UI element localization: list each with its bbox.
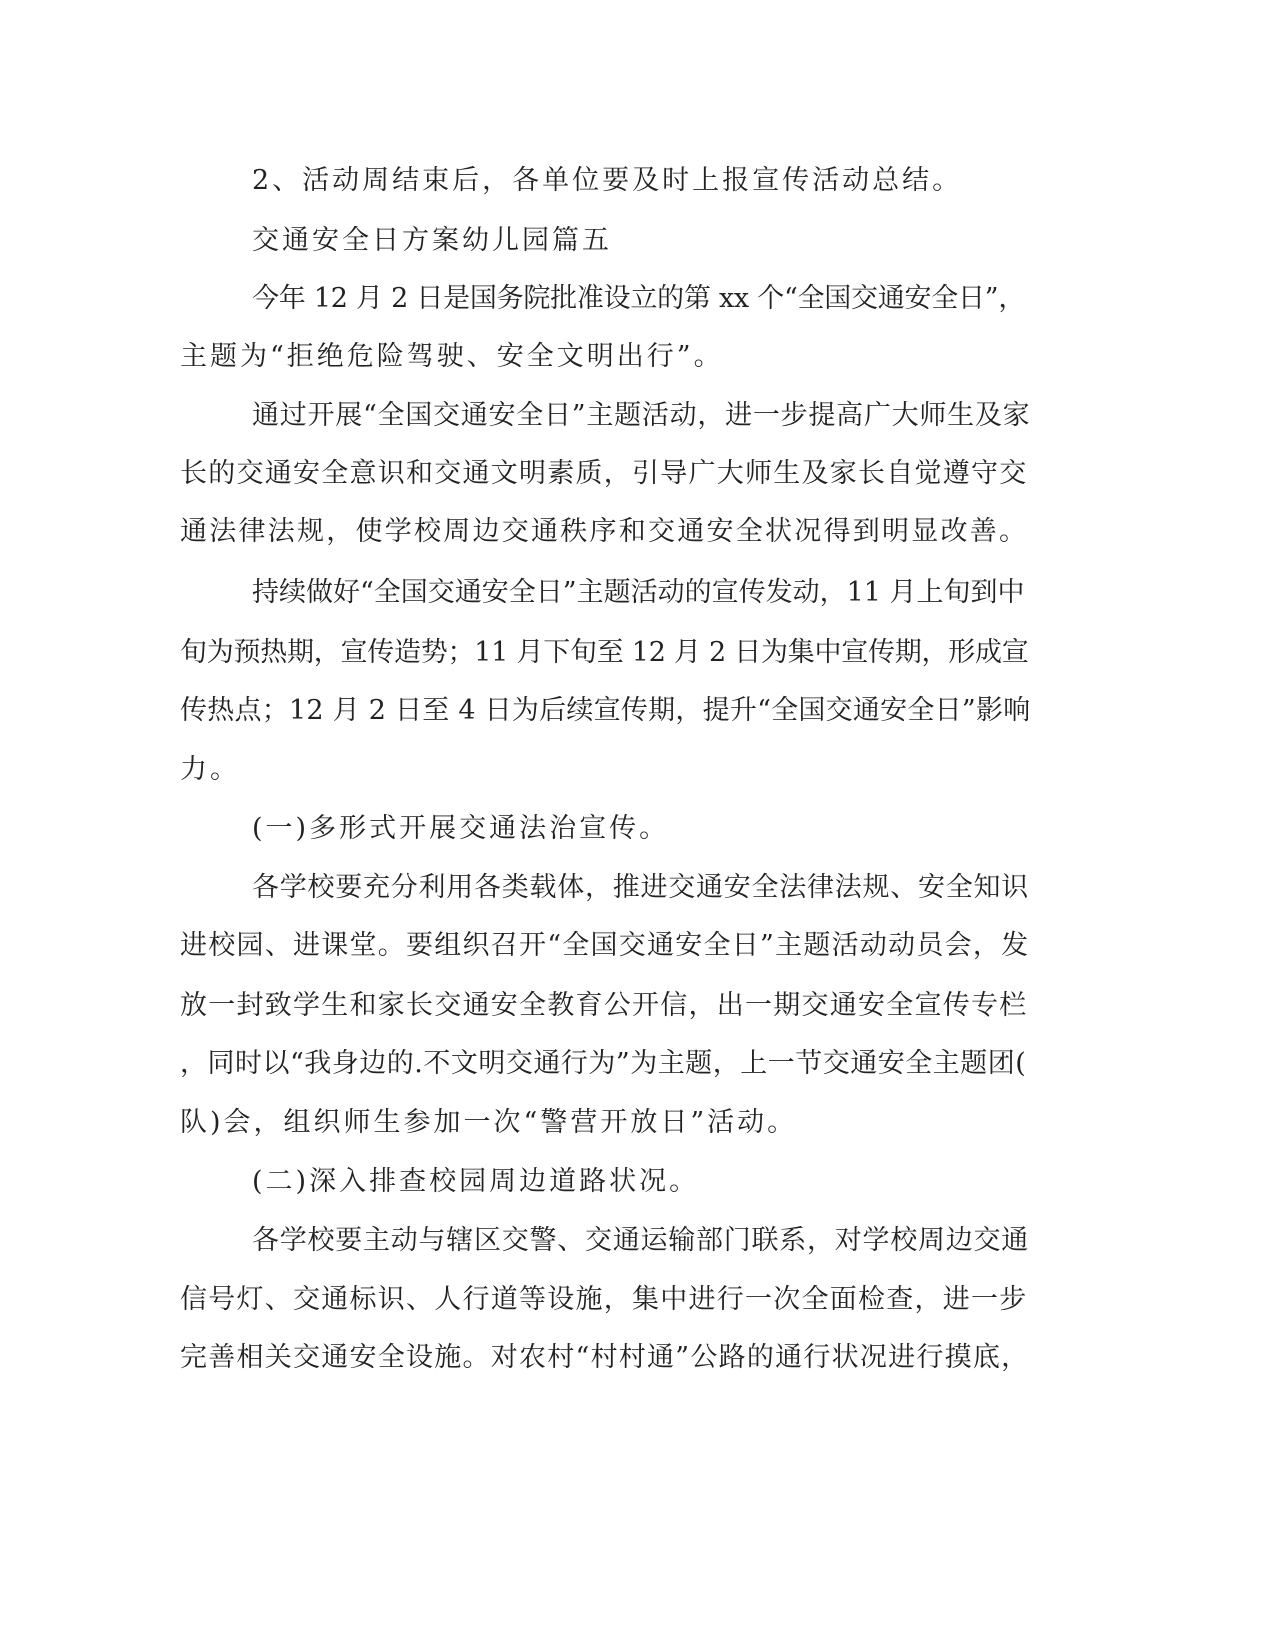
- paragraph-line: 长的交通安全意识和交通文明素质，引导广大师生及家长自觉遵守交: [180, 458, 1028, 489]
- paragraph-line: 通过开展“全国交通安全日”主题活动，进一步提高广大师生及家: [252, 400, 1031, 431]
- paragraph-line: 力。: [180, 754, 240, 785]
- paragraph-line: 今年 12 月 2 日是国务院批准设立的第 xx 个“全国交通安全日”，: [252, 283, 1026, 314]
- paragraph-line: 各学校要充分利用各类载体，推进交通安全法律法规、安全知识: [252, 872, 1029, 903]
- paragraph-line: 通法律法规，使学校周边交通秩序和交通安全状况得到明显改善。: [180, 516, 1029, 547]
- paragraph-line: 主题为“拒绝危险驾驶、安全文明出行”。: [180, 341, 724, 372]
- paragraph-line: 各学校要主动与辖区交警、交通运输部门联系，对学校周边交通: [252, 1225, 1029, 1256]
- paragraph-line: 完善相关交通安全设施。对农村“村村通”公路的通行状况进行摸底，: [180, 1342, 1030, 1373]
- section-heading: (一)多形式开展交通法治宣传。: [252, 813, 670, 844]
- paragraph-line: 持续做好“全国交通安全日”主题活动的宣传发动，11 月上旬到中: [252, 577, 1025, 608]
- paragraph-line: 进校园、进课堂。要组织召开“全国交通安全日”主题活动动员会，发: [180, 930, 1030, 961]
- section-heading: 交通安全日方案幼儿园篇五: [252, 225, 612, 256]
- paragraph-line: 队)会，组织师生参加一次“警营开放日”活动。: [180, 1107, 798, 1138]
- paragraph-line: 旬为预热期，宣传造势；11 月下旬至 12 月 2 日为集中宣传期，形成宣: [180, 637, 1029, 668]
- paragraph-line: 信号灯、交通标识、人行道等设施，集中进行一次全面检查，进一步: [180, 1284, 1028, 1315]
- paragraph-line: 2、活动周结束后，各单位要及时上报宣传活动总结。: [252, 165, 963, 196]
- paragraph-line: 放一封致学生和家长交通安全教育公开信，出一期交通安全宣传专栏: [180, 990, 1028, 1021]
- paragraph-line: 传热点；12 月 2 日至 4 日为后续宣传期，提升“全国交通安全日”影响: [180, 695, 1031, 726]
- paragraph-line: ，同时以“我身边的.不文明交通行为”为主题，上一节交通安全主题团(: [180, 1048, 1027, 1079]
- section-heading: (二)深入排查校园周边道路状况。: [252, 1166, 700, 1197]
